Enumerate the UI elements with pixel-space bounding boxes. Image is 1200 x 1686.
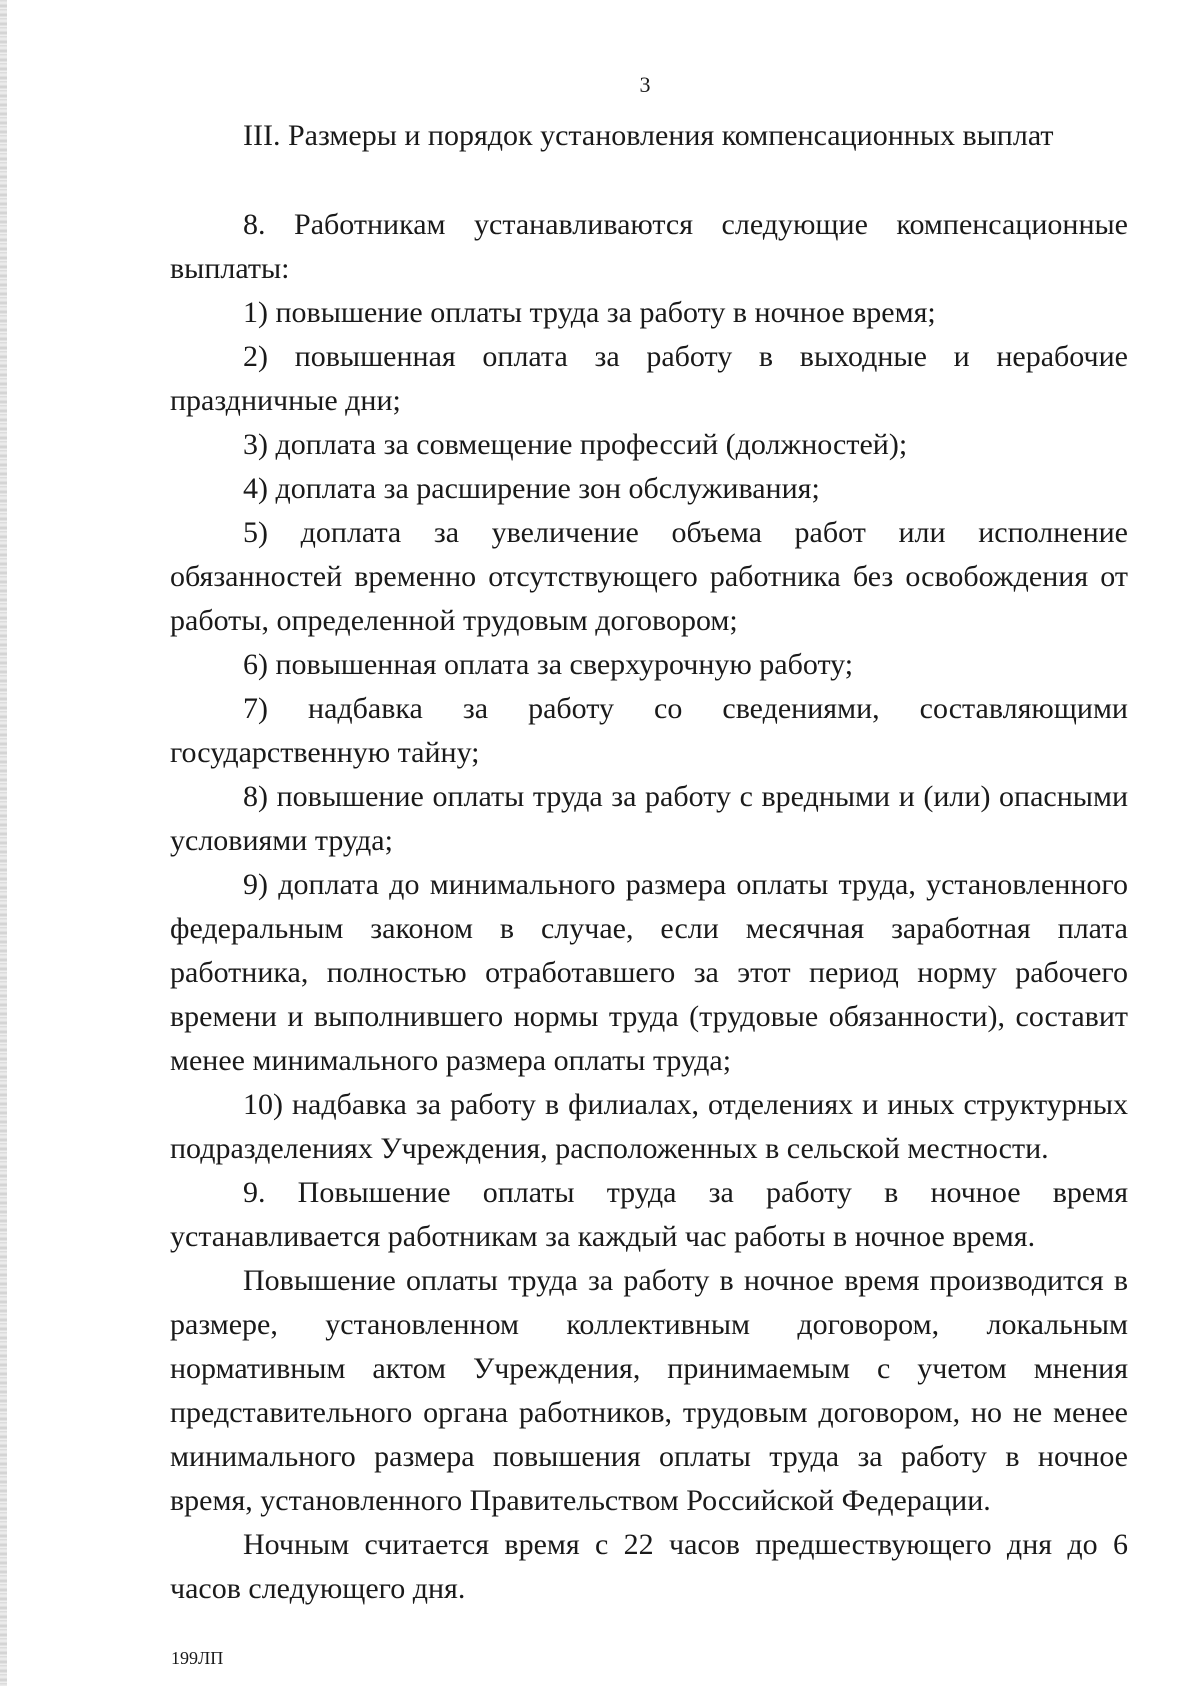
- paragraph-night-hours: Ночным считается время с 22 часов предшествующего дня до 6 часов следующего дня.: [170, 1528, 1128, 1605]
- paragraph-night-pay: Повышение оплаты труда за работу в ночное время производится в размере, установленном коллективным договором, локальным нормативным актом Учреждения, принимаемым с учетом мнения представительного органа работников, трудовым договором, но не менее минимального размера повышения оплаты труда за работу в ночное время, установленного Правительством Российской Федерации.: [170, 1264, 1128, 1517]
- list-item-4: 4) доплата за расширение зон обслуживания;: [243, 472, 820, 505]
- list-item-2: 2) повышенная оплата за работу в выходные и нерабочие праздничные дни;: [170, 340, 1128, 417]
- list-item-5: 5) доплата за увеличение объема работ или исполнение обязанностей временно отсутствующего работника без освобождения от работы, определенной трудовым договором;: [170, 516, 1128, 637]
- paragraph-item-8: 8. Работникам устанавливаются следующие компенсационные выплаты:: [170, 208, 1128, 285]
- list-item-6: 6) повышенная оплата за сверхурочную работу;: [243, 648, 854, 681]
- paragraph-item-9: 9. Повышение оплаты труда за работу в ночное время устанавливается работникам за каждый час работы в ночное время.: [170, 1176, 1128, 1253]
- list-item-10: 10) надбавка за работу в филиалах, отделениях и иных структурных подразделениях Учреждения, расположенных в сельской местности.: [170, 1088, 1128, 1165]
- page-number: 3: [639, 72, 651, 97]
- document-body: [170, 203, 1128, 1611]
- section-title: III. Размеры и порядок установления компенсационных выплат: [243, 119, 1054, 152]
- document-code: 199ЛП: [171, 1648, 224, 1668]
- list-item-8: 8) повышение оплаты труда за работу с вредными и (или) опасными условиями труда;: [170, 780, 1128, 857]
- list-item-3: 3) доплата за совмещение профессий (должностей);: [243, 428, 908, 461]
- list-item-9: 9) доплата до минимального размера оплаты труда, установленного федеральным законом в случае, если месячная заработная плата работника, полностью отработавшего за этот период норму рабочего времени и выполнившего нормы труда (трудовые обязанности), составит менее минимального размера оплаты труда;: [170, 868, 1128, 1077]
- scan-edge: [0, 0, 7, 1686]
- list-item-1: 1) повышение оплаты труда за работу в ночное время;: [243, 296, 936, 329]
- list-item-7: 7) надбавка за работу со сведениями, составляющими государственную тайну;: [170, 692, 1128, 769]
